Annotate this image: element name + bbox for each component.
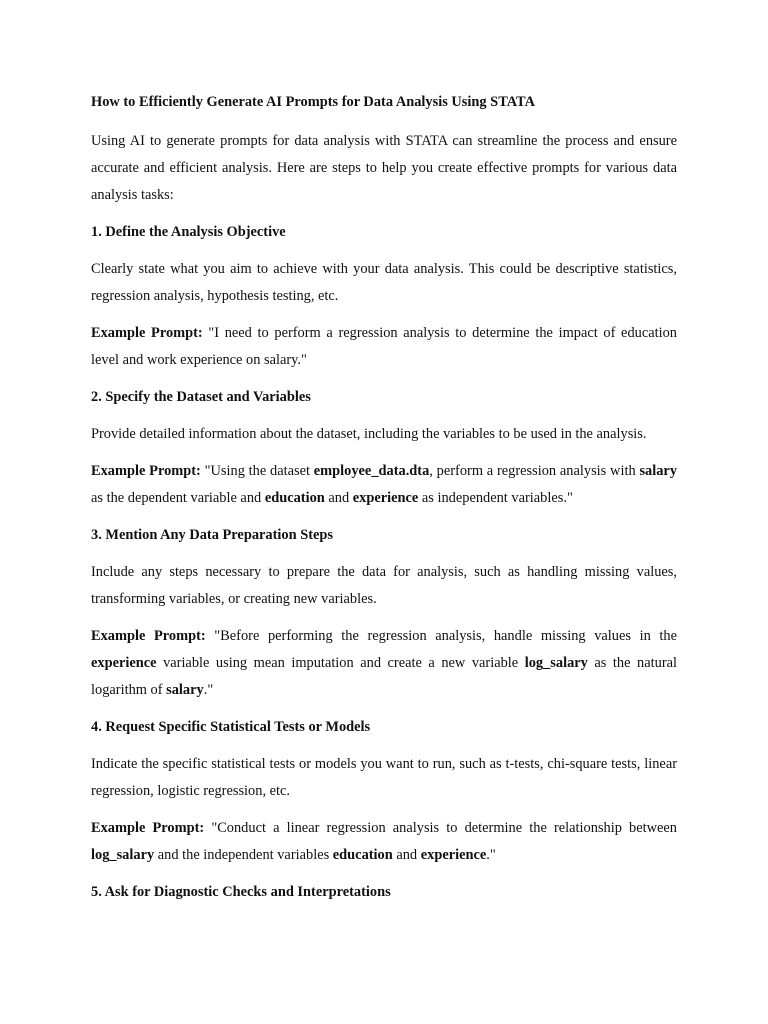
example-label: Example Prompt:	[91, 628, 206, 644]
example-text: ."	[486, 847, 496, 863]
section-body-4: Indicate the specific statistical tests or models you want to run, such as t-tests, chi-square tests, linear regression, logistic regression, etc.	[91, 756, 677, 799]
example-variable-name: log_salary	[524, 655, 588, 671]
example-text: as the dependent variable and	[91, 490, 265, 506]
section-body-1: Clearly state what you aim to achieve with your data analysis. This could be descriptive statistics, regression analysis, hypothesis testing, etc.	[91, 261, 677, 304]
section-body-2: Provide detailed information about the dataset, including the variables to be used in the analysis.	[91, 426, 647, 442]
example-variable-name: experience	[91, 655, 157, 671]
document-body	[91, 90, 677, 916]
example-text: variable using mean imputation and create a new variable	[156, 655, 525, 671]
example-prompt-1	[91, 320, 677, 374]
example-text: "Conduct a linear regression analysis to determine the relationship between	[204, 820, 677, 836]
example-variable-name: education	[332, 847, 393, 863]
example-text: as independent variables."	[418, 490, 573, 506]
example-text: as the natural logarithm of	[91, 655, 677, 698]
example-prompt-2	[91, 458, 677, 512]
example-prompt-4	[91, 815, 677, 869]
example-text: ."	[203, 682, 214, 698]
section-heading-1: 1. Define the Analysis Objective	[91, 224, 286, 240]
example-text: , perform a regression analysis with	[429, 463, 640, 479]
example-label: Example Prompt:	[91, 463, 201, 479]
example-text: and	[324, 490, 353, 506]
example-label: Example Prompt:	[91, 820, 205, 836]
example-text: "Before performing the regression analysis, handle missing values in the	[205, 628, 678, 644]
document-title: How to Efficiently Generate AI Prompts for Data Analysis Using STATA	[91, 94, 535, 110]
example-variable-name: experience	[352, 490, 419, 506]
intro-paragraph: Using AI to generate prompts for data analysis with STATA can streamline the process and ensure accurate and efficient analysis. Here are steps to help you create effective prompts for various data analysis tasks:	[91, 133, 677, 203]
example-variable-name: salary	[166, 682, 204, 698]
example-prompt-3	[91, 623, 677, 704]
example-text: and	[392, 847, 421, 863]
example-variable-name: log_salary	[91, 847, 155, 863]
section-body-3: Include any steps necessary to prepare the data for analysis, such as handling missing values, transforming variables, or creating new variables.	[91, 564, 677, 607]
example-text: "Using the dataset	[200, 463, 314, 479]
example-label: Example Prompt:	[91, 325, 203, 341]
example-text: "I need to perform a regression analysis to determine the impact of education level and work experience on salary."	[91, 325, 677, 368]
example-dataset-name: employee_data.dta	[313, 463, 430, 479]
section-heading-5: 5. Ask for Diagnostic Checks and Interpretations	[91, 884, 391, 900]
example-text: and the independent variables	[154, 847, 333, 863]
section-heading-2: 2. Specify the Dataset and Variables	[91, 389, 311, 405]
example-variable-name: experience	[420, 847, 487, 863]
section-heading-4: 4. Request Specific Statistical Tests or Models	[91, 719, 371, 735]
section-heading-3: 3. Mention Any Data Preparation Steps	[91, 527, 333, 543]
example-variable-name: education	[264, 490, 325, 506]
example-variable-name: salary	[639, 463, 678, 479]
